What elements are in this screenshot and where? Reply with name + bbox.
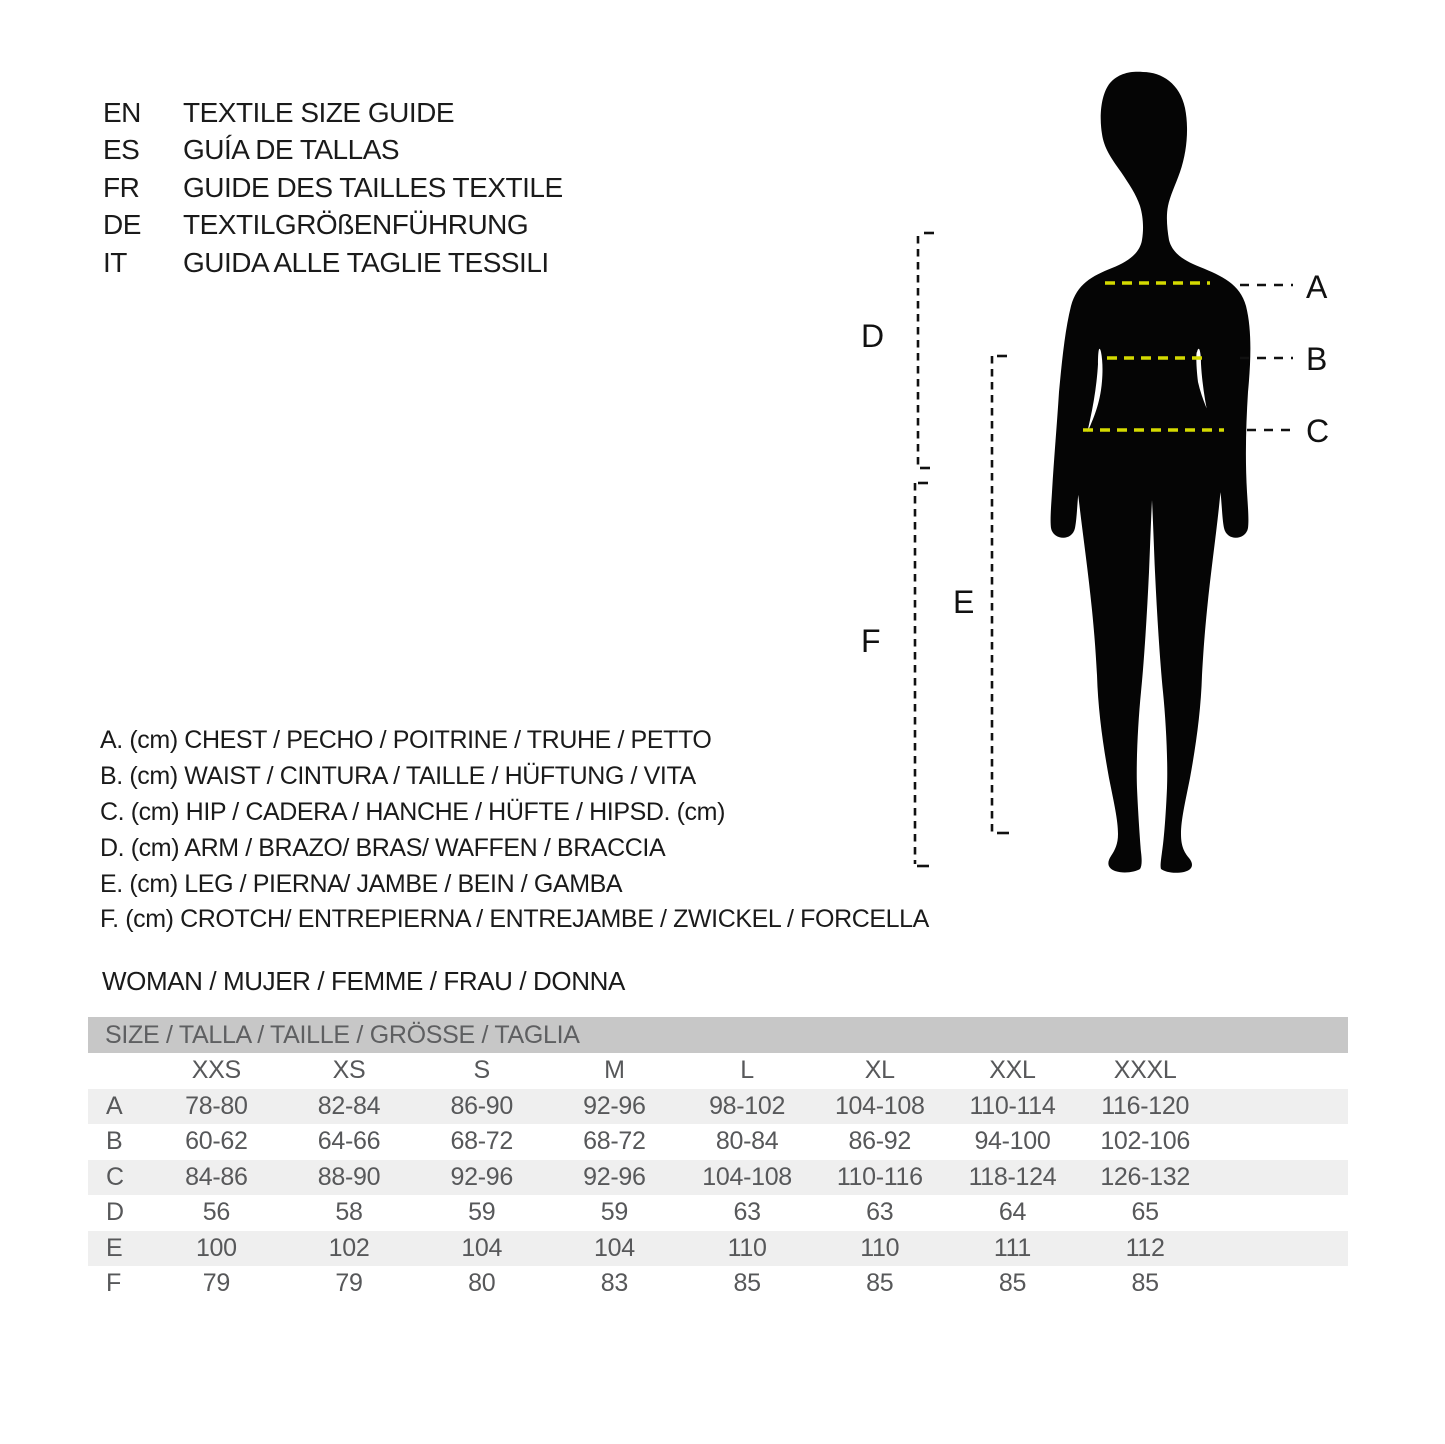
cell: 85	[733, 1269, 761, 1298]
cell: 78-80	[185, 1091, 248, 1120]
cell: 80-84	[715, 1127, 779, 1156]
measure-line-a: A. (cm) CHEST / PECHO / POITRINE / TRUHE / PETTO	[100, 726, 712, 755]
gender-heading: WOMAN / MUJER / FEMME / FRAU / DONNA	[102, 966, 625, 996]
row-label: C	[106, 1162, 124, 1191]
row-label: B	[106, 1127, 123, 1156]
cell: 64-66	[317, 1127, 381, 1156]
size-col-header: XL	[864, 1056, 895, 1085]
size-col-header: XXXL	[1113, 1056, 1177, 1085]
cell: 64	[998, 1198, 1027, 1227]
cell: 102-106	[1100, 1127, 1190, 1156]
measure-line-f: F. (cm) CROTCH/ ENTREPIERNA / ENTREJAMBE / ZWICKEL / FORCELLA	[100, 905, 929, 934]
cell: 80	[468, 1269, 496, 1298]
cell: 110-114	[969, 1091, 1056, 1120]
lang-code: FR	[103, 171, 140, 203]
label-d: D	[861, 318, 885, 354]
size-table	[88, 1017, 1348, 1302]
lang-code: ES	[103, 134, 140, 166]
table-row-e	[88, 1231, 1348, 1267]
label-f: F	[861, 623, 881, 659]
cell: 79	[335, 1269, 363, 1298]
size-col-header: XXL	[989, 1056, 1036, 1085]
cell: 126-132	[1100, 1162, 1190, 1191]
lang-code: EN	[103, 96, 141, 128]
cell: 83	[600, 1269, 629, 1298]
table-row-a	[88, 1089, 1348, 1125]
measure-line-e: E. (cm) LEG / PIERNA/ JAMBE / BEIN / GAMBA	[100, 869, 623, 898]
label-b: B	[1306, 341, 1328, 377]
woman-silhouette	[1051, 72, 1251, 873]
cell: 59	[600, 1198, 629, 1227]
table-row-d	[88, 1195, 1348, 1231]
cell: 88-90	[317, 1162, 381, 1191]
body-measurement-diagram	[840, 60, 1350, 890]
cell: 56	[202, 1198, 230, 1227]
cell: 104-108	[834, 1091, 925, 1120]
lang-title: TEXTILGRÖßENFÜHRUNG	[183, 209, 529, 241]
size-col-header: XXS	[191, 1056, 241, 1085]
cell: 116-120	[1101, 1091, 1190, 1120]
row-label: F	[106, 1269, 121, 1298]
cell: 82-84	[317, 1091, 381, 1120]
cell: 104	[461, 1233, 503, 1262]
size-col-header: L	[740, 1056, 754, 1085]
cell: 85	[1131, 1269, 1159, 1298]
label-c: C	[1306, 413, 1330, 449]
cell: 118-124	[968, 1162, 1057, 1191]
lang-title: GUIDA ALLE TAGLIE TESSILI	[183, 246, 549, 278]
size-col-header: XS	[332, 1056, 366, 1085]
cell: 84-86	[185, 1162, 248, 1191]
cell: 110	[860, 1233, 900, 1262]
row-label: A	[106, 1091, 123, 1120]
lang-code: DE	[103, 209, 141, 241]
size-col-header: S	[473, 1056, 490, 1085]
lang-title: GUÍA DE TALLAS	[183, 134, 400, 166]
lang-row-de	[103, 207, 563, 245]
cell: 63	[733, 1198, 761, 1227]
measurement-legend	[100, 723, 929, 938]
lang-row-en	[103, 94, 563, 132]
row-label: E	[106, 1233, 123, 1262]
cell: 65	[1131, 1198, 1159, 1227]
cell: 102	[328, 1233, 370, 1262]
table-row-b	[88, 1124, 1348, 1160]
cell: 92-96	[583, 1162, 646, 1191]
table-row-c	[88, 1160, 1348, 1196]
cell: 86-90	[450, 1091, 513, 1120]
cell: 92-96	[450, 1162, 513, 1191]
cell: 85	[866, 1269, 894, 1298]
cell: 98-102	[709, 1091, 786, 1120]
measure-line-d: D. (cm) ARM / BRAZO/ BRAS/ WAFFEN / BRACCIA	[100, 833, 666, 862]
cell: 112	[1125, 1233, 1165, 1262]
size-col-header: M	[604, 1056, 625, 1085]
label-a: A	[1306, 269, 1328, 305]
size-header-row	[88, 1053, 1348, 1089]
lang-title: TEXTILE SIZE GUIDE	[183, 96, 455, 128]
cell: 92-96	[583, 1091, 646, 1120]
cell: 68-72	[583, 1127, 646, 1156]
cell: 104-108	[702, 1162, 792, 1191]
cell: 60-62	[185, 1127, 248, 1156]
cell: 59	[468, 1198, 496, 1227]
row-label: D	[106, 1198, 124, 1227]
cell: 110	[727, 1233, 767, 1262]
cell: 58	[335, 1198, 363, 1227]
cell: 85	[998, 1269, 1027, 1298]
cell: 100	[195, 1233, 237, 1262]
table-row-f	[88, 1266, 1348, 1302]
measure-line-c: C. (cm) HIP / CADERA / HANCHE / HÜFTE / HIPSD. (cm)	[100, 797, 726, 826]
size-table-title: SIZE / TALLA / TAILLE / GRÖSSE / TAGLIA	[88, 1017, 1348, 1053]
cell: 79	[202, 1269, 230, 1298]
lang-row-es	[103, 132, 563, 170]
cell: 111	[993, 1233, 1032, 1262]
language-title-block	[103, 94, 563, 282]
cell: 94-100	[974, 1127, 1051, 1156]
cell: 110-116	[836, 1162, 923, 1191]
lang-title: GUIDE DES TAILLES TEXTILE	[183, 171, 563, 203]
cell: 86-92	[848, 1127, 911, 1156]
lang-code: IT	[103, 246, 127, 278]
cell: 63	[866, 1198, 894, 1227]
cell: 68-72	[450, 1127, 513, 1156]
measure-line-b: B. (cm) WAIST / CINTURA / TAILLE / HÜFTUNG / VITA	[100, 762, 696, 791]
cell: 104	[594, 1233, 635, 1262]
lang-row-it	[103, 244, 563, 282]
lang-row-fr	[103, 169, 563, 207]
label-e: E	[953, 584, 975, 620]
